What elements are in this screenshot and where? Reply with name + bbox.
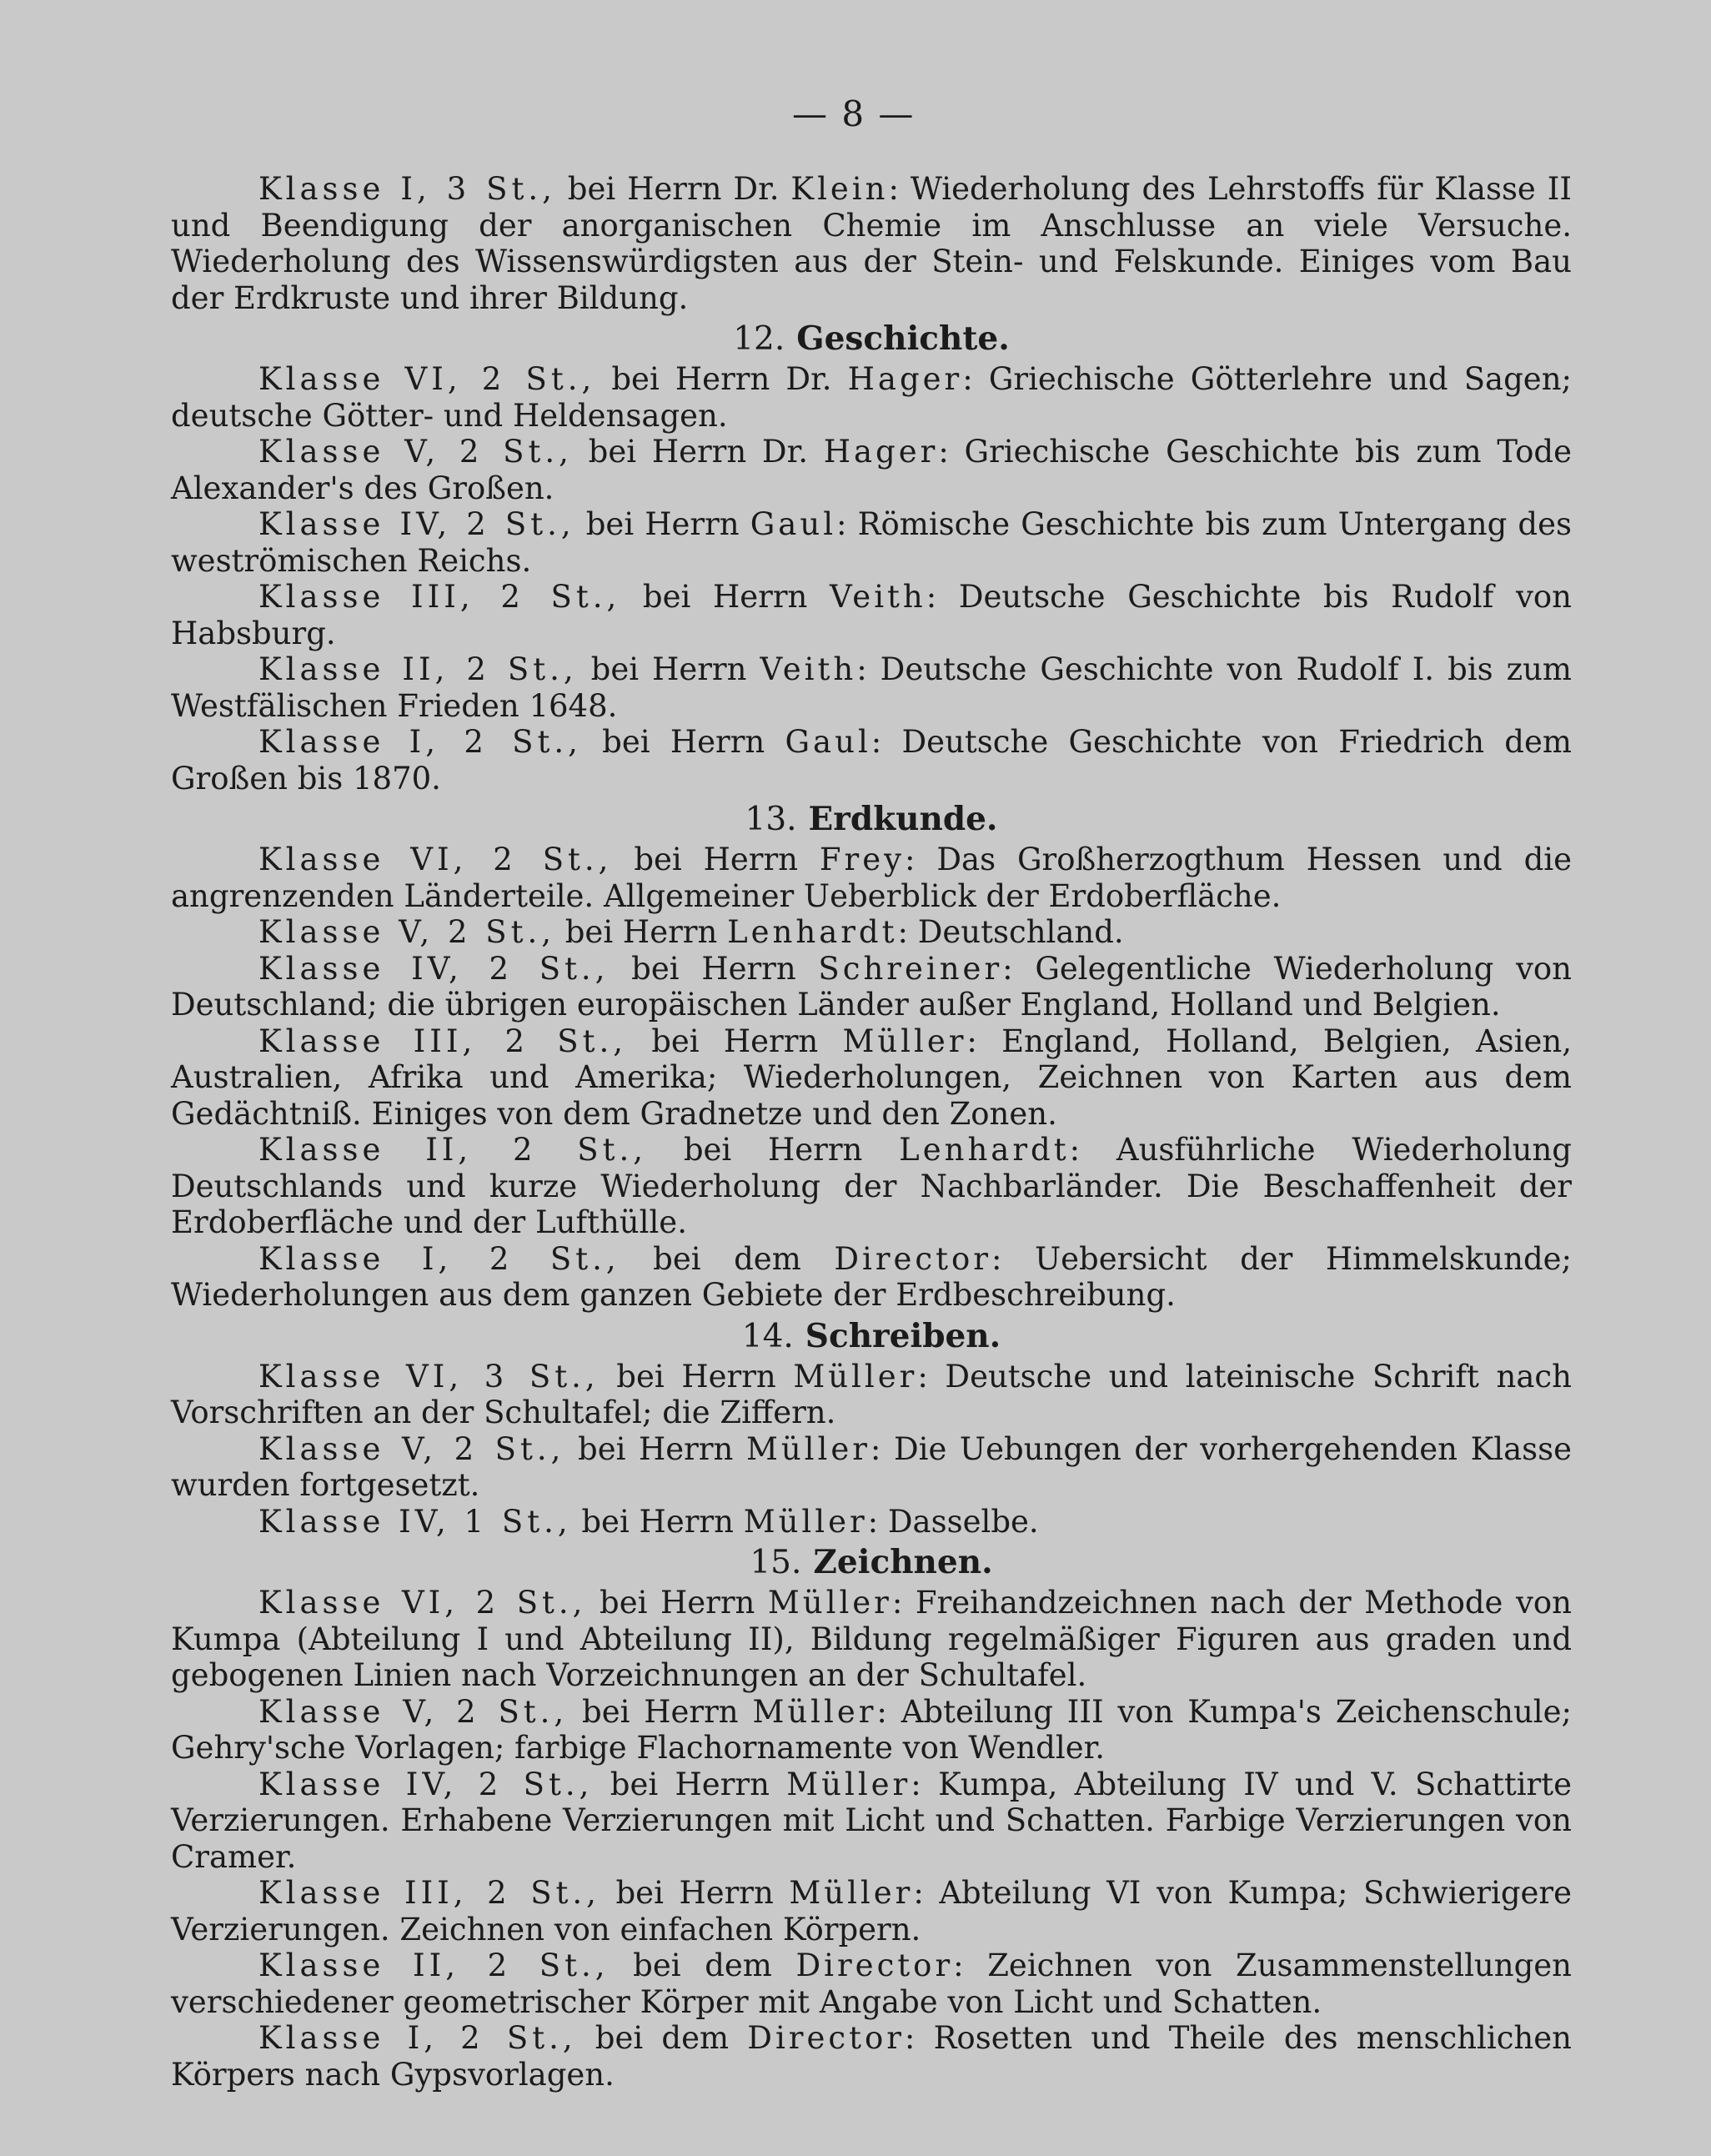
class-entry <box>171 651 1572 724</box>
class-label: Klasse III, 2 St., <box>258 1875 600 1911</box>
section-heading <box>171 1543 1572 1582</box>
teacher-prefix: bei Herrn <box>586 1585 768 1621</box>
teacher-prefix: bei Herrn <box>564 1430 746 1467</box>
teacher-prefix: bei Herrn <box>568 1693 753 1730</box>
teacher-prefix: bei Herrn <box>575 506 750 542</box>
section-heading <box>171 800 1572 839</box>
teacher-name: Müller <box>743 1503 868 1540</box>
teacher-name: Director <box>795 1947 954 1983</box>
teacher-name: Hager <box>847 361 963 397</box>
teacher-prefix: bei Herrn <box>577 651 760 687</box>
entry-text: : Freihandzeichnen nach der Methode von Kumpa (Abteilung I und Abteilung II), Bildung regelmäßiger Figuren aus graden und gebogenen Linien nach Vorzeichnungen an der Schultafel. <box>171 1585 1572 1693</box>
teacher-prefix: bei Herrn Dr. <box>572 434 824 470</box>
teacher-prefix: bei Herrn <box>581 724 785 760</box>
entry-text: : Abteilung VI von Kumpa; Schwierigere Verzierungen. Zeichnen von einfachen Körpern. <box>171 1875 1572 1947</box>
section-title: Schreiben. <box>805 1316 1001 1355</box>
class-entry <box>171 2020 1572 2093</box>
teacher-name: Hager <box>823 434 939 470</box>
entry-text: : Kumpa, Abteilung IV und V. Schattirte Verzierungen. Erhabene Verzierungen mit Licht und Schatten. Farbige Verzierungen von Cramer. <box>171 1766 1572 1875</box>
teacher-prefix: bei dem <box>576 2020 748 2056</box>
class-label: Klasse I, 3 St., <box>258 171 556 207</box>
teacher-prefix: bei Herrn Dr. <box>595 361 848 397</box>
class-entry <box>171 1694 1572 1767</box>
entry-text: : England, Holland, Belgien, Asien, Australien, Afrika und Amerika; Wiederholungen, Zeichnen von Karten aus dem Gedächtniß. Einiges von dem Gradnetze und den Zonen. <box>171 1023 1572 1132</box>
teacher-prefix: bei Herrn <box>626 1023 843 1059</box>
teacher-name: Director <box>747 2020 905 2056</box>
teacher-prefix: bei Herrn <box>600 1875 790 1911</box>
teacher-prefix: bei Herrn <box>612 842 820 877</box>
class-entry <box>171 724 1572 797</box>
teacher-name: Gaul <box>785 724 871 760</box>
class-entry <box>171 1431 1572 1504</box>
class-entry <box>171 1241 1572 1314</box>
class-entry <box>171 1947 1572 2020</box>
class-entry <box>171 1875 1572 1947</box>
class-label: Klasse IV, 1 St., <box>258 1503 572 1540</box>
class-entry <box>171 1767 1572 1876</box>
class-entry <box>171 1504 1572 1540</box>
class-label: Klasse V, 2 St., <box>258 434 573 470</box>
entry-text: : Das Großherzogthum Hessen und die angrenzenden Länderteile. Allgemeiner Ueberblick der Erdoberfläche. <box>171 842 1572 914</box>
class-label: Klasse VI, 3 St., <box>258 1358 600 1395</box>
teacher-name: Müller <box>786 1766 911 1802</box>
section-number: 15. <box>750 1544 802 1581</box>
teacher-name: Müller <box>767 1585 892 1621</box>
section-title: Zeichnen. <box>813 1543 993 1581</box>
teacher-name: Lenhardt <box>727 914 898 950</box>
class-label: Klasse V, 2 St., <box>258 914 555 950</box>
class-entry <box>171 951 1572 1023</box>
entry-text: : Ausführliche Wiederholung Deutschlands und kurze Wiederholung der Nachbarländer. Die Beschaffenheit der Erdoberfläche und der Lufthülle. <box>171 1132 1572 1240</box>
class-entry <box>171 579 1572 651</box>
teacher-prefix: bei Herrn <box>620 579 830 615</box>
class-label: Klasse II, 2 St., <box>258 1132 648 1168</box>
entry-text: : Deutsche Geschichte von Friedrich dem Großen bis 1870. <box>171 724 1572 797</box>
entry-text: : Griechische Geschichte bis zum Tode Alexander's des Großen. <box>171 434 1573 506</box>
entry-text: : Wiederholung des Lehrstoffs für Klasse II und Beendigung der anorganischen Chemie im Anschlusse an viele Versuche. Wiederholung des Wissenswürdigsten aus der Stein- und Felskunde. Einiges vom Bau der Erdkruste und ihrer Bildung. <box>171 171 1572 316</box>
teacher-name: Schreiner <box>818 950 1003 987</box>
class-label: Klasse V, 2 St., <box>258 1430 565 1467</box>
teacher-prefix: bei Herrn <box>599 1358 794 1395</box>
class-label: Klasse VI, 2 St., <box>258 842 613 877</box>
section-number: 14. <box>741 1317 794 1355</box>
teacher-prefix: bei Herrn <box>554 914 728 950</box>
entry-text: : Die Uebungen der vorhergehenden Klasse wurden fortgesetzt. <box>171 1430 1572 1503</box>
entry-text: : Deutsche Geschichte bis Rudolf von Habsburg. <box>171 579 1572 651</box>
teacher-name: Müller <box>842 1023 967 1059</box>
teacher-name: Gaul <box>750 506 837 542</box>
section-number: 13. <box>745 801 797 838</box>
class-entry <box>171 1132 1572 1241</box>
entry-text: : Deutsche und lateinische Schrift nach Vorschriften an der Schultafel; die Ziffern. <box>171 1358 1572 1430</box>
class-entry <box>171 171 1572 316</box>
teacher-prefix: bei Herrn <box>571 1503 744 1540</box>
class-label: Klasse IV, 2 St., <box>258 950 610 987</box>
class-label: Klasse II, 2 St., <box>258 1947 610 1983</box>
class-label: Klasse VI, 2 St., <box>258 361 596 397</box>
teacher-prefix: bei dem <box>620 1240 835 1277</box>
entry-text: : Rosetten und Theile des menschlichen Körpers nach Gypsvorlagen. <box>171 2020 1572 2093</box>
teacher-prefix: bei Herrn <box>647 1132 900 1168</box>
class-label: Klasse II, 2 St., <box>258 651 578 687</box>
class-label: Klasse IV, 2 St., <box>258 1766 594 1802</box>
section-title: Erdkunde. <box>808 800 998 838</box>
page-content <box>171 171 1572 2093</box>
class-label: Klasse V, 2 St., <box>258 1693 569 1730</box>
teacher-prefix: bei Herrn <box>593 1766 787 1802</box>
teacher-name: Director <box>834 1240 991 1277</box>
entry-text: : Zeichnen von Zusammenstellungen verschiedener geometrischer Körper mit Angabe von Licht und Schatten. <box>171 1947 1572 2020</box>
teacher-name: Müller <box>752 1693 877 1730</box>
entry-text: : Deutsche Geschichte von Rudolf I. bis zum Westfälischen Frieden 1648. <box>171 651 1572 724</box>
section-title: Geschichte. <box>796 319 1010 358</box>
class-entry <box>171 1359 1572 1431</box>
class-entry <box>171 914 1572 951</box>
entry-text: : Abteilung III von Kumpa's Zeichenschule; Gehry'sche Vorlagen; farbige Flachornamente von Wendler. <box>171 1693 1572 1766</box>
page-number: — 8 — <box>792 93 916 134</box>
teacher-name: Lenhardt <box>899 1132 1070 1168</box>
entry-text: : Uebersicht der Himmelskunde; Wiederholungen aus dem ganzen Gebiete der Erdbeschreibung. <box>171 1240 1572 1313</box>
class-label: Klasse I, 2 St., <box>258 1240 620 1277</box>
teacher-name: Frey <box>819 842 906 877</box>
teacher-name: Müller <box>745 1430 871 1467</box>
class-entry <box>171 434 1572 506</box>
entry-text: : Deutschland. <box>897 914 1124 950</box>
class-label: Klasse III, 2 St., <box>258 579 621 615</box>
section-number: 12. <box>733 320 785 358</box>
class-label: Klasse III, 2 St., <box>258 1023 627 1059</box>
class-entry <box>171 1585 1572 1694</box>
entry-text: : Dasselbe. <box>867 1503 1039 1540</box>
class-label: Klasse IV, 2 St., <box>258 506 575 542</box>
class-label: Klasse VI, 2 St., <box>258 1585 587 1621</box>
entry-text: : Römische Geschichte bis zum Untergang des weströmischen Reichs. <box>171 506 1572 579</box>
class-entry <box>171 361 1572 434</box>
class-label: Klasse I, 2 St., <box>258 724 582 760</box>
section-heading <box>171 319 1572 359</box>
entry-text: : Gelegentliche Wiederholung von Deutschland; die übrigen europäischen Länder außer England, Holland und Belgien. <box>171 950 1572 1023</box>
class-label: Klasse I, 2 St., <box>258 2020 577 2056</box>
teacher-name: Veith <box>760 651 857 687</box>
section-heading <box>171 1317 1572 1356</box>
teacher-prefix: bei dem <box>609 1947 796 1983</box>
teacher-name: Müller <box>793 1358 918 1395</box>
class-entry <box>171 1023 1572 1133</box>
teacher-name: Veith <box>829 579 926 615</box>
teacher-name: Klein <box>790 171 889 207</box>
teacher-prefix: bei Herrn Dr. <box>555 171 791 207</box>
entry-text: : Griechische Götterlehre und Sagen; deutsche Götter- und Heldensagen. <box>171 361 1572 434</box>
class-entry <box>171 842 1572 914</box>
teacher-prefix: bei Herrn <box>609 950 819 987</box>
class-entry <box>171 506 1572 579</box>
teacher-name: Müller <box>789 1875 914 1911</box>
